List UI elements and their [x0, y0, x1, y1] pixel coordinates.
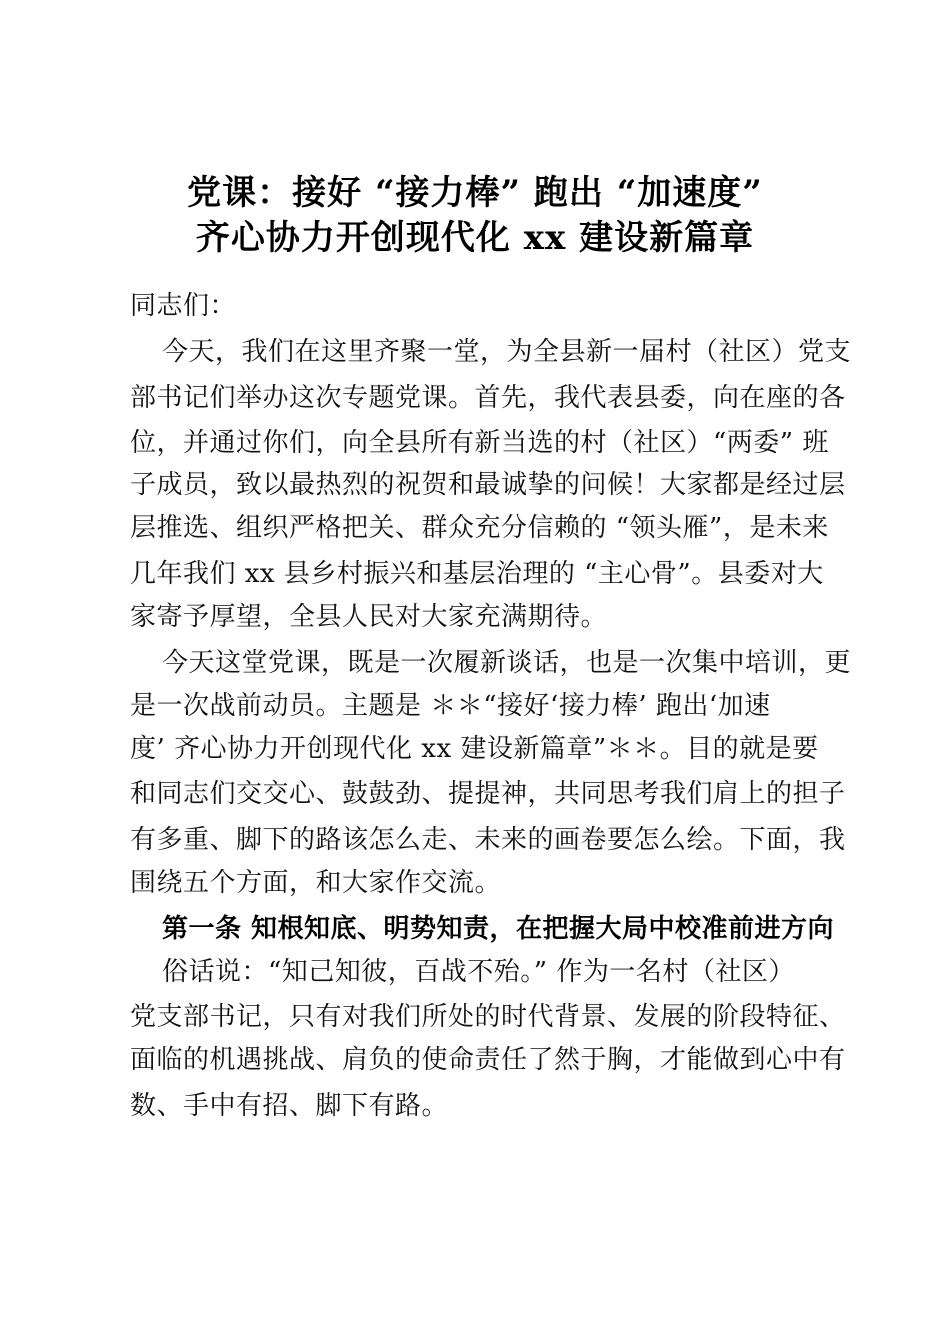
paragraph-3-line: 数、手中有招、脚下有路。: [130, 1091, 449, 1121]
paragraph-1-line: 今天，我们在这里齐聚一堂，为全县新一届村（社区）党支: [162, 337, 852, 367]
paragraph-2-line: 度’ 齐心协力开创现代化 xx 建设新篇章”＊＊。目的就是要: [130, 734, 819, 764]
paragraph-2-line: 有多重、脚下的路该怎么走、未来的画卷要怎么绘。下面，我: [130, 825, 846, 855]
paragraph-1-line: 几年我们 xx 县乡村振兴和基层治理的 “主心骨”。县委对大: [130, 559, 824, 589]
paragraph-1-line: 位，并通过你们，向全县所有新当选的村（社区）“两委” 班: [130, 428, 829, 458]
paragraph-1-line: 层推选、组织严格把关、群众充分信赖的 “领头雁”，是未来: [130, 513, 829, 543]
paragraph-1-line: 子成员，致以最热烈的祝贺和最诚挚的问候！大家都是经过层: [130, 470, 846, 500]
salutation: 同志们：: [130, 291, 237, 321]
paragraph-3-line: 党支部书记，只有对我们所处的时代背景、发展的阶段特征、: [130, 1002, 846, 1032]
paragraph-3-line: 面临的机遇挑战、肩负的使命责任了然于胸，才能做到心中有: [130, 1045, 846, 1075]
paragraph-2-line: 围绕五个方面，和大家作交流。: [130, 868, 502, 898]
paragraph-2-line: 是一次战前动员。主题是 ＊＊“接好‘接力棒’ 跑出‘加速: [130, 691, 771, 721]
paragraph-3-line: 俗话说：“知己知彼，百战不殆。” 作为一名村（社区）: [162, 957, 795, 987]
paragraph-2-line: 今天这堂党课，既是一次履新谈话，也是一次集中培训，更: [162, 648, 852, 678]
paragraph-1-line: 部书记们举办这次专题党课。首先，我代表县委，向在座的各: [130, 383, 846, 413]
section-heading: 第一条 知根知底、明势知责，在把握大局中校准前进方向: [162, 914, 835, 944]
paragraph-1-line: 家寄予厚望，全县人民对大家充满期待。: [130, 602, 608, 632]
document-title-line-2: 齐心协力开创现代化 xx 建设新篇章: [195, 218, 755, 258]
document-title-line-1: 党课：接好 “接力棒” 跑出 “加速度”: [187, 173, 763, 213]
paragraph-2-line: 和同志们交交心、鼓鼓劲、提提神，共同思考我们肩上的担子: [130, 779, 846, 809]
